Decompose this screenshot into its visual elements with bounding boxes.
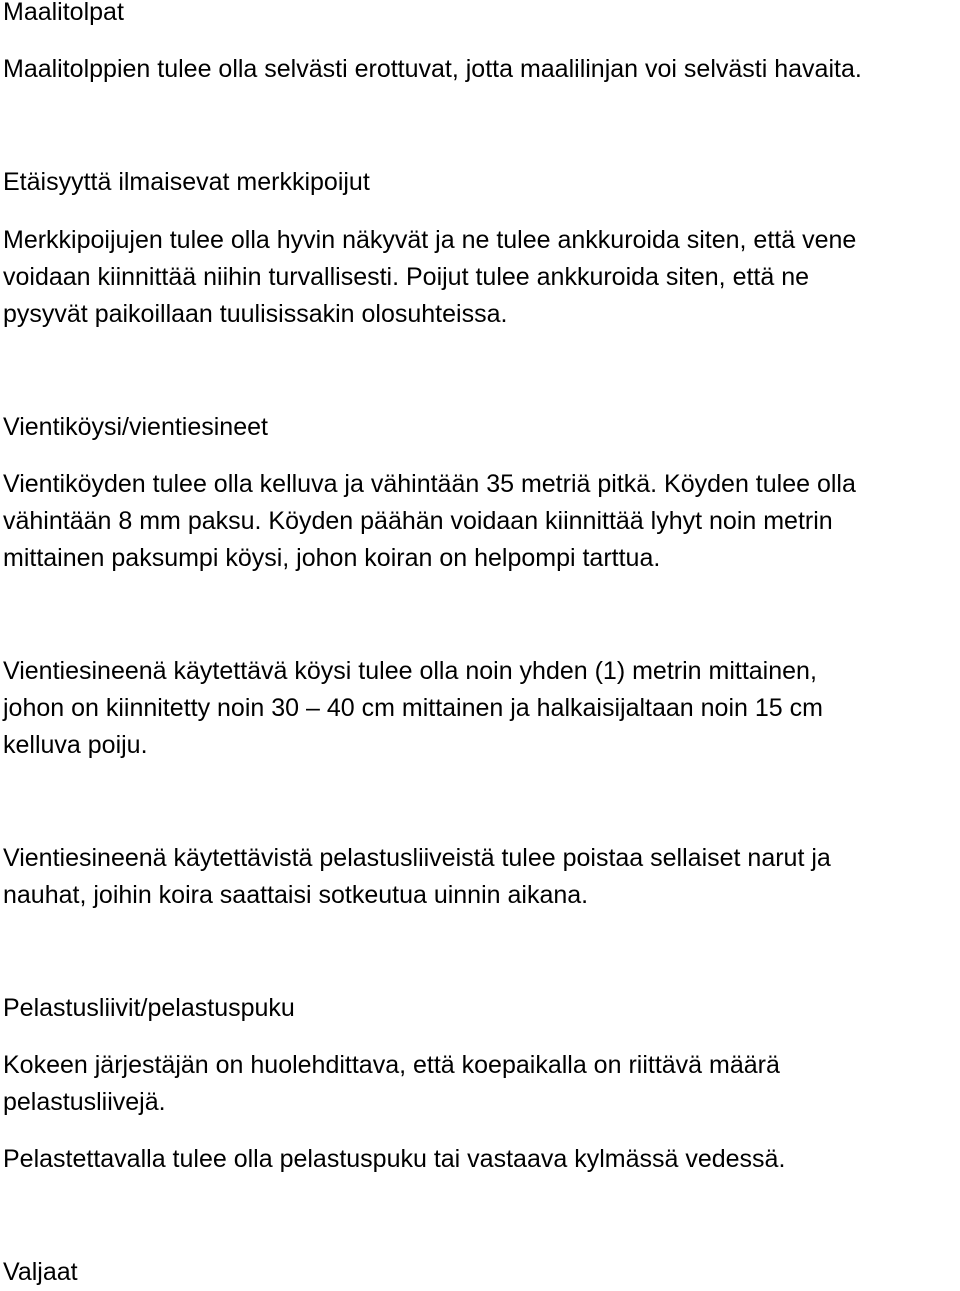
paragraph-line: pysyvät paikoillaan tuulisissakin olosuhteissa. — [3, 300, 508, 328]
paragraph-line: Pelastettavalla tulee olla pelastuspuku tai vastaava kylmässä vedessä. — [3, 1145, 786, 1173]
section-heading-maalitolpat: Maalitolpat — [3, 0, 124, 26]
paragraph-line: mittainen paksumpi köysi, johon koiran on helpompi tarttua. — [3, 544, 661, 572]
paragraph-line: kelluva poiju. — [3, 731, 148, 759]
paragraph-line: voidaan kiinnittää niihin turvallisesti. Poijut tulee ankkuroida siten, että ne — [3, 263, 810, 291]
paragraph-line: Vientiesineenä käytettävä köysi tulee olla noin yhden (1) metrin mittainen, — [3, 657, 817, 685]
section-heading-valjaat: Valjaat — [3, 1258, 78, 1286]
paragraph-line: nauhat, joihin koira saattaisi sotkeutua uinnin aikana. — [3, 881, 589, 909]
paragraph-line: Kokeen järjestäjän on huolehdittava, että koepaikalla on riittävä määrä — [3, 1051, 780, 1079]
paragraph-line: Vientiesineenä käytettävistä pelastusliiveistä tulee poistaa sellaiset narut ja — [3, 844, 831, 872]
paragraph-line: pelastusliivejä. — [3, 1088, 166, 1116]
paragraph-line: vähintään 8 mm paksu. Köyden päähän voidaan kiinnittää lyhyt noin metrin — [3, 507, 833, 535]
section-heading-vientikoysi: Vientiköysi/vientiesineet — [3, 413, 268, 441]
section-heading-pelastusliivit: Pelastusliivit/pelastuspuku — [3, 994, 295, 1022]
section-heading-merkkipoijut: Etäisyyttä ilmaisevat merkkipoijut — [3, 168, 370, 196]
paragraph-line: Maalitolppien tulee olla selvästi erottuvat, jotta maalilinjan voi selvästi havaita. — [3, 55, 862, 83]
paragraph-line: johon on kiinnitetty noin 30 – 40 cm mittainen ja halkaisijaltaan noin 15 cm — [3, 694, 823, 722]
paragraph-line: Merkkipoijujen tulee olla hyvin näkyvät ja ne tulee ankkuroida siten, että vene — [3, 226, 857, 254]
paragraph-line: Vientiköyden tulee olla kelluva ja vähintään 35 metriä pitkä. Köyden tulee olla — [3, 470, 856, 498]
